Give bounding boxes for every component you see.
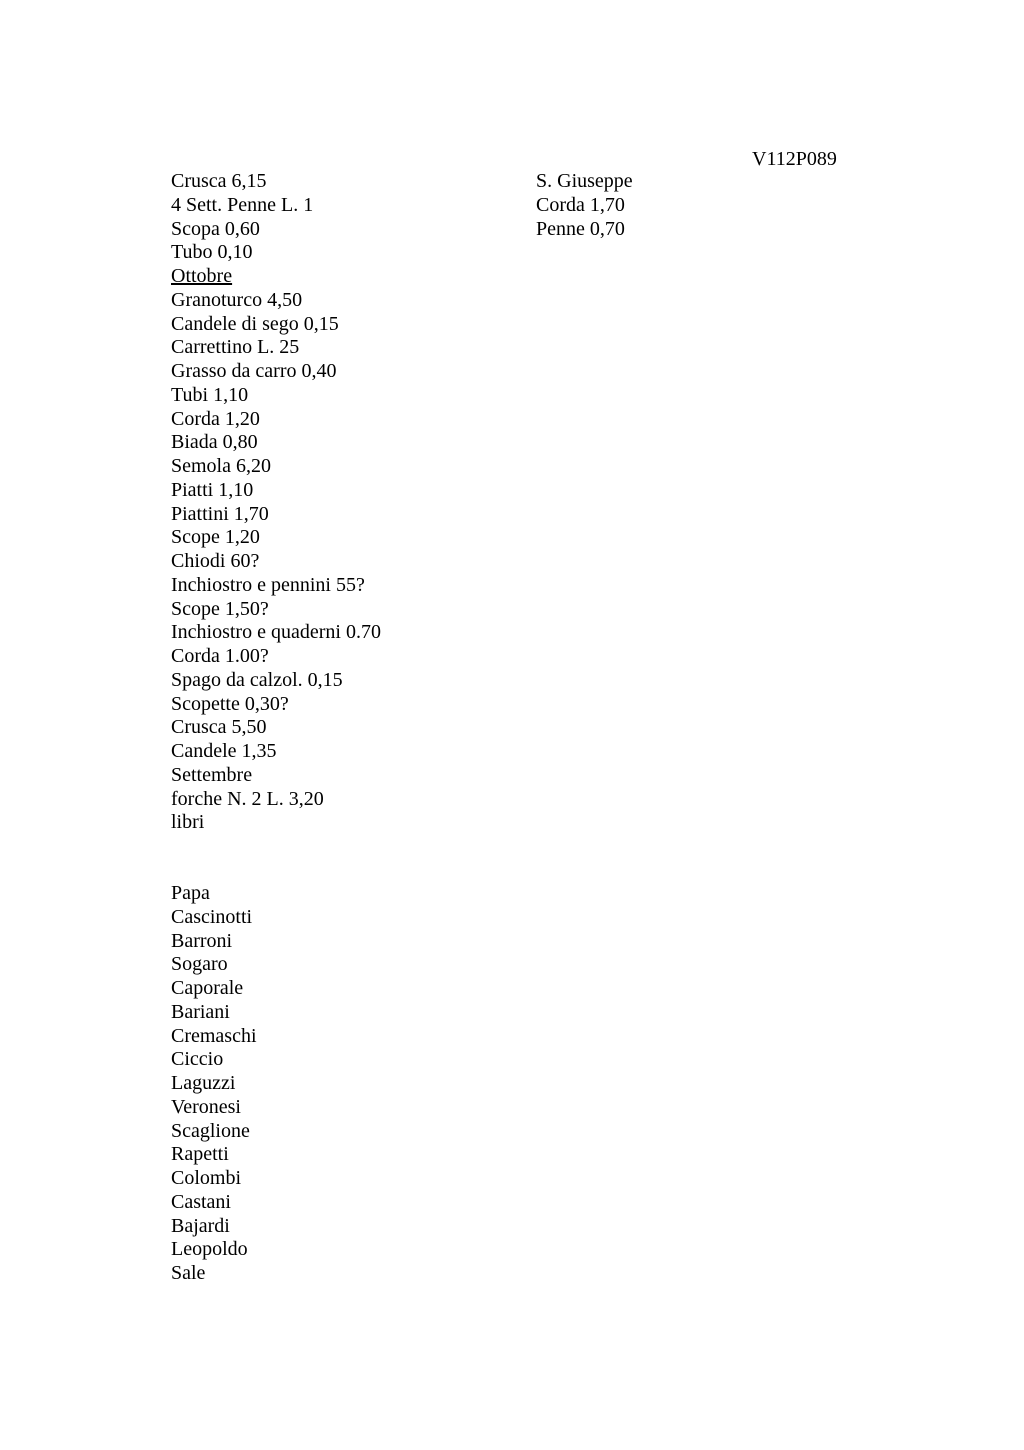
names-list <box>171 882 257 1286</box>
left-expense-list <box>171 170 381 835</box>
expense-entry: Piattini 1,70 <box>171 502 269 525</box>
expense-entry: Chiodi 60? <box>171 550 260 572</box>
expense-entry: Corda 1.00? <box>171 645 269 667</box>
expense-entry: Ottobre <box>171 265 233 287</box>
expense-entry: Settembre <box>171 763 253 786</box>
expense-entry: Inchiostro e pennini 55? <box>171 573 365 596</box>
expense-entry: Grasso da carro 0,40 <box>171 360 337 382</box>
expense-entry: Tubo 0,10 <box>171 241 253 264</box>
name-entry: Laguzzi <box>171 1072 236 1094</box>
expense-entry: Inchiostro e quaderni 0.70 <box>171 621 381 644</box>
expense-entry: forche N. 2 L. 3,20 <box>171 787 324 810</box>
name-entry: Rapetti <box>171 1143 229 1166</box>
expense-entry: Crusca 5,50 <box>171 716 267 739</box>
name-entry: Castani <box>171 1190 231 1213</box>
expense-entry: Piatti 1,10 <box>171 478 254 501</box>
expense-entry: Scopette 0,30? <box>171 692 289 715</box>
expense-entry: S. Giuseppe <box>536 170 633 192</box>
name-entry: Cremaschi <box>171 1024 257 1047</box>
expense-entry: Scope 1,20 <box>171 526 260 549</box>
expense-entry: Biada 0,80 <box>171 431 258 454</box>
expense-entry: 4 Sett. Penne L. 1 <box>171 193 314 216</box>
name-entry: Ciccio <box>171 1048 224 1071</box>
expense-entry: Spago da calzol. 0,15 <box>171 668 343 691</box>
expense-entry: Corda 1,20 <box>171 407 260 430</box>
name-entry: Scaglione <box>171 1119 250 1142</box>
expense-entry: Candele di sego 0,15 <box>171 312 339 335</box>
expense-entry: Granoturco 4,50 <box>171 288 303 311</box>
name-entry: Sale <box>171 1262 206 1284</box>
expense-entry: Crusca 6,15 <box>171 170 267 192</box>
expense-entry: Corda 1,70 <box>536 193 625 216</box>
name-entry: Barroni <box>171 929 233 952</box>
name-entry: Colombi <box>171 1167 242 1189</box>
name-entry: Papa <box>171 882 210 904</box>
name-entry: Bajardi <box>171 1214 230 1237</box>
expense-entry: Penne 0,70 <box>536 217 625 240</box>
expense-entry: Candele 1,35 <box>171 740 277 762</box>
name-entry: Cascinotti <box>171 905 253 928</box>
page-id: V112P089 <box>752 148 837 170</box>
name-entry: Sogaro <box>171 953 228 976</box>
expense-entry: Carrettino L. 25 <box>171 336 300 359</box>
name-entry: Leopoldo <box>171 1238 248 1261</box>
expense-entry: Scopa 0,60 <box>171 217 260 240</box>
expense-entry: Tubi 1,10 <box>171 383 249 406</box>
expense-entry: Scope 1,50? <box>171 597 269 620</box>
name-entry: Bariani <box>171 1000 230 1023</box>
name-entry: Caporale <box>171 977 244 999</box>
expense-entry: Semola 6,20 <box>171 455 271 477</box>
right-expense-list <box>536 170 633 241</box>
name-entry: Veronesi <box>171 1095 241 1118</box>
expense-entry: libri <box>171 811 205 834</box>
